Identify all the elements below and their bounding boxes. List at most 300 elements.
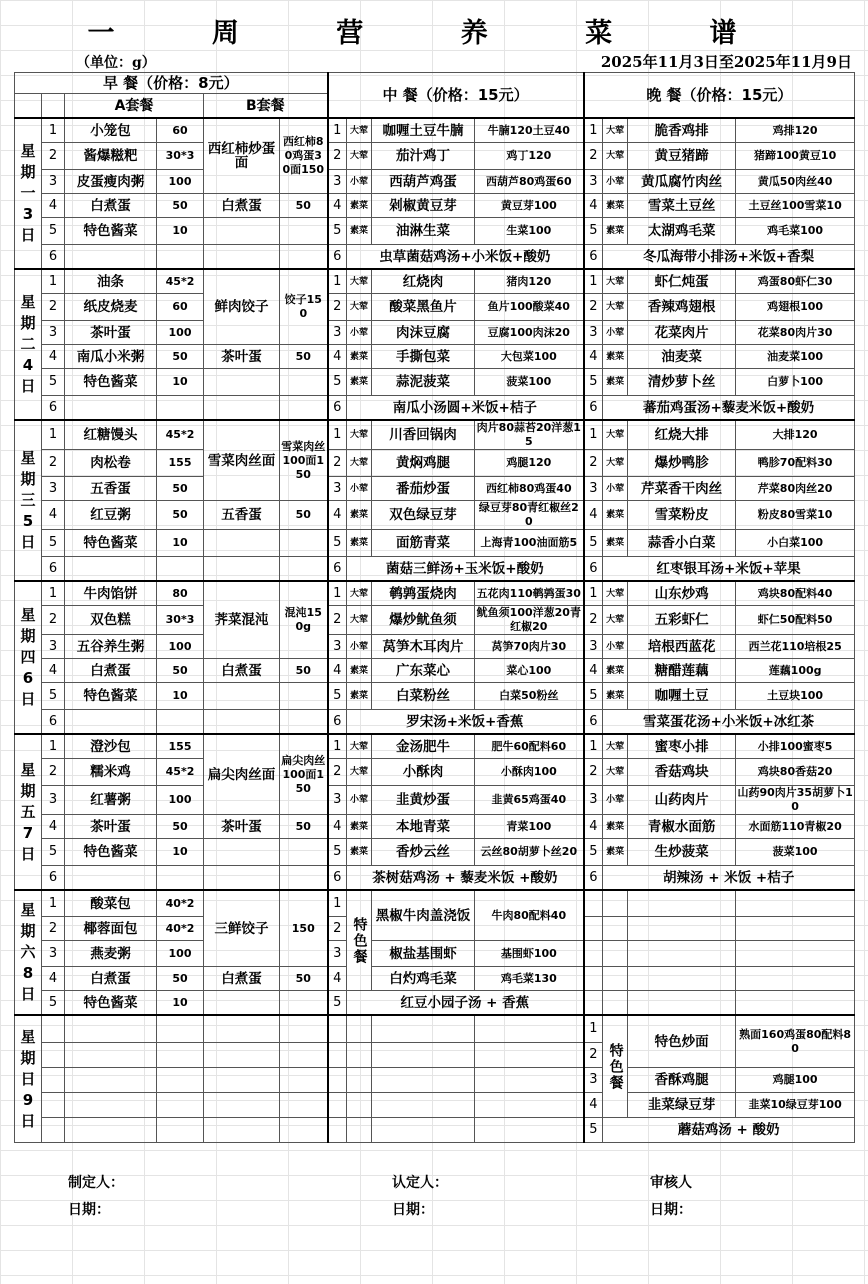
- dinner-qty: 韭菜10绿豆芽100: [736, 1093, 855, 1118]
- dinner-qty: 菠菜100: [736, 839, 855, 866]
- breakfast-a-dish: 五谷养生粥: [65, 635, 157, 659]
- breakfast-b-egg: 茶叶蛋: [204, 815, 280, 839]
- lunch-category-tag: 小荤: [347, 477, 372, 501]
- breakfast-a-index: 2: [42, 917, 65, 941]
- dinner-index: 1: [584, 269, 603, 294]
- dinner-blank: [628, 890, 736, 917]
- dinner-category-tag: 素菜: [603, 194, 628, 218]
- dinner-category-tag: 小荤: [603, 477, 628, 501]
- table-row: [15, 1068, 855, 1093]
- breakfast-b-blank: [204, 839, 280, 866]
- lunch-blank: [372, 1068, 475, 1093]
- lunch-qty: 肥牛60配料60: [475, 734, 584, 759]
- dinner-category-tag: 小荤: [603, 635, 628, 659]
- dinner-category-tag: 素菜: [603, 683, 628, 710]
- lunch-qty: 鱿鱼须100洋葱20青红椒20: [475, 606, 584, 635]
- day-label: 星期五7日: [15, 734, 42, 890]
- dinner-blank: [736, 890, 855, 917]
- dinner-qty: 土豆块100: [736, 683, 855, 710]
- breakfast-b-egg-qty: 50: [280, 194, 328, 218]
- dinner-category-tag: 大荤: [603, 734, 628, 759]
- dinner-index: 2: [584, 759, 603, 786]
- table-row: [15, 450, 855, 477]
- breakfast-blank: [204, 1068, 280, 1093]
- lunch-qty: 鱼片100酸菜40: [475, 294, 584, 321]
- dinner-index: 6: [584, 710, 603, 735]
- lunch-qty: 猪肉120: [475, 269, 584, 294]
- dinner-blank: [603, 991, 628, 1016]
- breakfast-a-index: 6: [42, 710, 65, 735]
- dinner-dish: 培根西蓝花: [628, 635, 736, 659]
- dinner-index: 3: [584, 786, 603, 815]
- breakfast-b-main: 雪菜肉丝面: [204, 420, 280, 501]
- lunch-dish: 手撕包菜: [372, 345, 475, 369]
- table-row: [15, 659, 855, 683]
- lunch-blank: [372, 1118, 475, 1143]
- dinner-category-tag: 素菜: [603, 501, 628, 530]
- unit-label: （单位：g）: [76, 55, 156, 71]
- lunch-dish: 爆炒鱿鱼须: [372, 606, 475, 635]
- lunch-category-tag: 素菜: [347, 345, 372, 369]
- lunch-dish: 双色绿豆芽: [372, 501, 475, 530]
- breakfast-a-qty: 50: [157, 477, 204, 501]
- breakfast-a-dish: 燕麦粥: [65, 941, 157, 967]
- table-row: [15, 345, 855, 369]
- dinner-special-label: 特色餐: [603, 1015, 628, 1118]
- breakfast-a-index: 4: [42, 659, 65, 683]
- lunch-category-tag: 大荤: [347, 581, 372, 606]
- breakfast-b-blank: [204, 557, 280, 582]
- table-row: [15, 710, 855, 735]
- breakfast-b-blank: [204, 530, 280, 557]
- breakfast-a-qty: 40*2: [157, 917, 204, 941]
- breakfast-a-index: 6: [42, 245, 65, 270]
- breakfast-a-dish: 红糖馒头: [65, 420, 157, 450]
- dinner-dish: 五彩虾仁: [628, 606, 736, 635]
- breakfast-a-index: 2: [42, 606, 65, 635]
- lunch-soup-combo: 茶树菇鸡汤 + 藜麦米饭 +酸奶: [347, 866, 584, 891]
- dinner-dish: 香菇鸡块: [628, 759, 736, 786]
- lunch-index: 6: [328, 710, 347, 735]
- lunch-category-tag: 素菜: [347, 683, 372, 710]
- table-row: [15, 890, 855, 917]
- lunch-blank: [372, 1093, 475, 1118]
- dinner-dish: 虾仁炖蛋: [628, 269, 736, 294]
- lunch-qty: 上海青100油面筋5: [475, 530, 584, 557]
- lunch-dish: 白菜粉丝: [372, 683, 475, 710]
- lunch-soup-combo: 虫草菌菇鸡汤+小米饭+酸奶: [347, 245, 584, 270]
- breakfast-b-blank: [204, 218, 280, 245]
- lunch-index: 2: [328, 606, 347, 635]
- breakfast-a-dish: 肉松卷: [65, 450, 157, 477]
- dinner-dish: 清炒萝卜丝: [628, 369, 736, 396]
- breakfast-a-index: 1: [42, 269, 65, 294]
- table-row: [15, 1093, 855, 1118]
- breakfast-b-blank: [280, 866, 328, 891]
- dinner-category-tag: 素菜: [603, 530, 628, 557]
- lunch-qty: 基围虾100: [475, 941, 584, 967]
- breakfast-a-qty: 50: [157, 967, 204, 991]
- breakfast-a-qty: 155: [157, 734, 204, 759]
- dinner-category-tag: 大荤: [603, 606, 628, 635]
- lunch-category-tag: 素菜: [347, 530, 372, 557]
- breakfast-blank: [65, 1093, 157, 1118]
- breakfast-b-main: 荠菜混沌: [204, 581, 280, 659]
- dinner-category-tag: 大荤: [603, 269, 628, 294]
- dinner-index: 5: [584, 530, 603, 557]
- dinner-dish: 油麦菜: [628, 345, 736, 369]
- lunch-qty: 韭黄65鸡蛋40: [475, 786, 584, 815]
- lunch-qty: 青菜100: [475, 815, 584, 839]
- breakfast-a-dish: 特色酱菜: [65, 369, 157, 396]
- lunch-qty: 牛肉80配料40: [475, 890, 584, 941]
- breakfast-b-egg: 白煮蛋: [204, 659, 280, 683]
- dinner-blank: [603, 890, 628, 917]
- breakfast-a-dish: 澄沙包: [65, 734, 157, 759]
- breakfast-b-blank: [280, 839, 328, 866]
- breakfast-a-index: 3: [42, 170, 65, 194]
- dinner-blank: [603, 967, 628, 991]
- dinner-blank: [584, 967, 603, 991]
- dinner-index: 4: [584, 194, 603, 218]
- dinner-index: 3: [584, 635, 603, 659]
- breakfast-b-qty: 扁尖肉丝100面150: [280, 734, 328, 815]
- breakfast-a-index: 4: [42, 194, 65, 218]
- lunch-dish: 金汤肥牛: [372, 734, 475, 759]
- lunch-index: 4: [328, 815, 347, 839]
- breakfast-a-index: 3: [42, 941, 65, 967]
- breakfast-b-main: 鲜肉饺子: [204, 269, 280, 345]
- table-row: [15, 839, 855, 866]
- dinner-index: 5: [584, 839, 603, 866]
- lunch-category-tag: 素菜: [347, 659, 372, 683]
- breakfast-blank: [157, 1118, 204, 1143]
- lunch-blank: [475, 1118, 584, 1143]
- dinner-index: 4: [584, 815, 603, 839]
- dinner-dish: 青椒水面筋: [628, 815, 736, 839]
- dinner-index: 4: [584, 1093, 603, 1118]
- breakfast-a-qty: 100: [157, 941, 204, 967]
- maker-label: 制定人：: [68, 1175, 124, 1191]
- dinner-soup-combo: 胡辣汤 + 米饭 +桔子: [603, 866, 855, 891]
- breakfast-a-qty: 10: [157, 530, 204, 557]
- dinner-index: 5: [584, 218, 603, 245]
- breakfast-a-qty: 10: [157, 683, 204, 710]
- lunch-index: 6: [328, 557, 347, 582]
- lunch-blank: [347, 1118, 372, 1143]
- lunch-soup-combo: 南瓜小汤圆+米饭+桔子: [347, 396, 584, 421]
- lunch-blank: [475, 1068, 584, 1093]
- lunch-blank: [328, 1093, 347, 1118]
- dinner-qty: 山药90肉片35胡萝卜10: [737, 786, 853, 813]
- breakfast-blank: [42, 1068, 65, 1093]
- dinner-qty: 鸭胗70配料30: [736, 450, 855, 477]
- dinner-qty: 鸡排120: [736, 118, 855, 143]
- table-row: [15, 786, 855, 815]
- breakfast-a-index: 1: [42, 420, 65, 450]
- breakfast-a-index: 2: [42, 450, 65, 477]
- dinner-dish: 红烧大排: [628, 420, 736, 450]
- dinner-qty: 熟面160鸡蛋80配料80: [736, 1015, 855, 1068]
- lunch-category-tag: 小荤: [347, 321, 372, 345]
- lunch-index: 6: [328, 396, 347, 421]
- breakfast-blank: [204, 1118, 280, 1143]
- breakfast-a-dish: 特色酱菜: [65, 991, 157, 1016]
- breakfast-b-qty: 雪菜肉丝100面150: [280, 420, 328, 501]
- dinner-qty: 芹菜80肉丝20: [736, 477, 855, 501]
- table-row: [15, 118, 855, 143]
- breakfast-a-dish: 油条: [65, 269, 157, 294]
- lunch-index: 3: [328, 170, 347, 194]
- breakfast-b-egg: 白煮蛋: [204, 967, 280, 991]
- dinner-index: 6: [584, 245, 603, 270]
- lunch-index: 5: [328, 369, 347, 396]
- lunch-index: 5: [328, 530, 347, 557]
- lunch-index: 4: [328, 194, 347, 218]
- lunch-dish: 蒜泥菠菜: [372, 369, 475, 396]
- lunch-qty: 鸡腿120: [475, 450, 584, 477]
- breakfast-a-dish: [65, 557, 157, 582]
- lunch-qty: 黄豆芽100: [475, 194, 584, 218]
- table-row: [15, 606, 855, 635]
- dinner-index: 5: [584, 683, 603, 710]
- table-row: [15, 866, 855, 891]
- breakfast-b-main: 西红柿炒蛋面: [204, 118, 280, 194]
- dinner-qty: 鸡块80香菇20: [736, 759, 855, 786]
- dinner-soup-combo: 红枣银耳汤+米饭+苹果: [603, 557, 855, 582]
- breakfast-blank: [65, 1068, 157, 1093]
- breakfast-a-index: 2: [42, 759, 65, 786]
- breakfast-a-index: 1: [42, 118, 65, 143]
- breakfast-b-blank: [280, 218, 328, 245]
- breakfast-b-blank: [204, 683, 280, 710]
- breakfast-blank: [280, 1093, 328, 1118]
- breakfast-b-qty: 饺子150: [280, 269, 328, 345]
- lunch-index: 6: [328, 245, 347, 270]
- dinner-blank: [628, 991, 736, 1016]
- dinner-dish: 太湖鸡毛菜: [628, 218, 736, 245]
- dinner-qty: 猪蹄100黄豆10: [736, 143, 855, 170]
- lunch-index: 1: [328, 890, 347, 917]
- breakfast-a-index: 5: [42, 683, 65, 710]
- lunch-category-tag: 小荤: [347, 170, 372, 194]
- lunch-dish: 广东菜心: [372, 659, 475, 683]
- dinner-index: 1: [584, 118, 603, 143]
- breakfast-a-qty: [157, 710, 204, 735]
- dinner-dish: 花菜肉片: [628, 321, 736, 345]
- breakfast-blank: [280, 1068, 328, 1093]
- lunch-category-tag: 大荤: [347, 294, 372, 321]
- breakfast-a-index: 5: [42, 839, 65, 866]
- dinner-dish: 芹菜香干肉丝: [628, 477, 736, 501]
- lunch-category-tag: 大荤: [347, 420, 372, 450]
- lunch-category-tag: 素菜: [347, 218, 372, 245]
- dinner-index: 5: [584, 1118, 603, 1143]
- dinner-qty: 鸡翅根100: [736, 294, 855, 321]
- breakfast-a-index: 3: [42, 477, 65, 501]
- header-blank-cell: [15, 94, 42, 119]
- lunch-category-tag: 大荤: [347, 269, 372, 294]
- dinner-category-tag: 素菜: [603, 659, 628, 683]
- lunch-index: 4: [328, 967, 347, 991]
- lunch-dish: 酸菜黑鱼片: [372, 294, 475, 321]
- table-row: [15, 321, 855, 345]
- breakfast-blank: [42, 1043, 65, 1068]
- reviewer-label: 审核人: [650, 1175, 692, 1191]
- breakfast-b-blank: [204, 991, 280, 1016]
- breakfast-a-qty: 50: [157, 345, 204, 369]
- lunch-index: 2: [328, 450, 347, 477]
- breakfast-a-qty: 10: [157, 369, 204, 396]
- dinner-index: 3: [584, 1068, 603, 1093]
- breakfast-b-blank: [204, 866, 280, 891]
- dinner-qty: 小白菜100: [736, 530, 855, 557]
- page-title: 一 周 营 养 菜 谱: [87, 18, 781, 49]
- breakfast-b-blank: [204, 245, 280, 270]
- table-row: [15, 941, 855, 967]
- lunch-dish: 白灼鸡毛菜: [372, 967, 475, 991]
- table-row: [15, 245, 855, 270]
- dinner-qty: 粉皮80雪菜10: [736, 501, 855, 530]
- breakfast-a-index: 2: [42, 143, 65, 170]
- lunch-index: 4: [328, 659, 347, 683]
- breakfast-a-index: 6: [42, 557, 65, 582]
- table-row: [15, 294, 855, 321]
- breakfast-a-index: 3: [42, 786, 65, 815]
- lunch-blank: [475, 1093, 584, 1118]
- table-row: [15, 759, 855, 786]
- breakfast-blank: [204, 1093, 280, 1118]
- breakfast-a-index: 3: [42, 321, 65, 345]
- day-label: 星期三5日: [15, 420, 42, 581]
- breakfast-blank: [157, 1043, 204, 1068]
- lunch-dish: 肉沫豆腐: [372, 321, 475, 345]
- lunch-dish: 椒盐基围虾: [372, 941, 475, 967]
- lunch-blank: [328, 1015, 347, 1043]
- dinner-category-tag: 素菜: [603, 218, 628, 245]
- table-row: [15, 581, 855, 606]
- lunch-qty: 西葫芦80鸡蛋60: [475, 170, 584, 194]
- breakfast-a-index: 5: [42, 530, 65, 557]
- dinner-dish: 香辣鸡翅根: [628, 294, 736, 321]
- lunch-index: 3: [328, 321, 347, 345]
- lunch-index: 4: [328, 501, 347, 530]
- signature-area: [0, 1172, 868, 1232]
- dinner-soup-combo: 蕃茄鸡蛋汤+藜麦米饭+酸奶: [603, 396, 855, 421]
- breakfast-b-blank: [204, 710, 280, 735]
- breakfast-a-dish: 南瓜小米粥: [65, 345, 157, 369]
- breakfast-blank: [65, 1015, 157, 1043]
- dinner-category-tag: 素菜: [603, 815, 628, 839]
- table-row: [15, 815, 855, 839]
- lunch-blank: [328, 1118, 347, 1143]
- dinner-dish: 香酥鸡腿: [628, 1068, 736, 1093]
- breakfast-a-index: 6: [42, 396, 65, 421]
- dinner-qty: 水面筋110青椒20: [736, 815, 855, 839]
- lunch-dish: 油淋生菜: [372, 218, 475, 245]
- breakfast-blank: [42, 1118, 65, 1143]
- breakfast-header: 早 餐（价格：8元）: [15, 73, 328, 94]
- breakfast-a-index: 1: [42, 734, 65, 759]
- lunch-qty: 西红柿80鸡蛋40: [475, 477, 584, 501]
- breakfast-b-main: 三鲜饺子: [204, 890, 280, 967]
- lunch-dish: 西葫芦鸡蛋: [372, 170, 475, 194]
- dinner-index: 1: [584, 581, 603, 606]
- breakfast-a-dish: [65, 866, 157, 891]
- breakfast-a-qty: 50: [157, 501, 204, 530]
- dinner-index: 6: [584, 396, 603, 421]
- lunch-index: 6: [328, 866, 347, 891]
- dinner-soup-combo: 雪菜蛋花汤+小米饭+冰红茶: [603, 710, 855, 735]
- date-label: 日期：: [68, 1202, 110, 1218]
- breakfast-a-dish: 特色酱菜: [65, 683, 157, 710]
- breakfast-a-qty: 50: [157, 815, 204, 839]
- breakfast-a-index: 4: [42, 345, 65, 369]
- lunch-dish: 本地青菜: [372, 815, 475, 839]
- dinner-category-tag: 大荤: [603, 118, 628, 143]
- dinner-blank: [628, 967, 736, 991]
- breakfast-a-qty: 80: [157, 581, 204, 606]
- dinner-blank: [736, 917, 855, 941]
- table-row: [15, 635, 855, 659]
- set-b-header: B套餐: [204, 94, 328, 119]
- breakfast-a-dish: 红薯粥: [65, 786, 157, 815]
- dinner-blank: [603, 941, 628, 967]
- breakfast-a-qty: 45*2: [157, 759, 204, 786]
- lunch-category-tag: 小荤: [347, 786, 372, 815]
- dinner-index: 2: [584, 1043, 603, 1068]
- breakfast-a-index: 4: [42, 815, 65, 839]
- lunch-dish: 剁椒黄豆芽: [372, 194, 475, 218]
- dinner-dish: 山药肉片: [628, 786, 736, 815]
- breakfast-b-blank: [204, 369, 280, 396]
- day-label: 星期六8日: [15, 890, 42, 1015]
- lunch-index: 3: [328, 786, 347, 815]
- dinner-blank: [584, 917, 603, 941]
- dinner-qty: 虾仁50配料50: [736, 606, 855, 635]
- lunch-index: 2: [328, 759, 347, 786]
- breakfast-a-index: 3: [42, 635, 65, 659]
- breakfast-a-dish: [65, 396, 157, 421]
- day-label: 星期四6日: [15, 581, 42, 734]
- lunch-qty: 莴笋70肉片30: [475, 635, 584, 659]
- breakfast-a-dish: 白煮蛋: [65, 659, 157, 683]
- breakfast-a-index: 5: [42, 991, 65, 1016]
- lunch-blank: [328, 1068, 347, 1093]
- lunch-qty: 云丝80胡萝卜丝20: [475, 839, 584, 866]
- lunch-index: 3: [328, 941, 347, 967]
- breakfast-a-qty: 60: [157, 294, 204, 321]
- dinner-dish: 咖喱土豆: [628, 683, 736, 710]
- breakfast-a-index: 4: [42, 967, 65, 991]
- breakfast-a-qty: 45*2: [157, 269, 204, 294]
- dinner-index: 5: [584, 369, 603, 396]
- breakfast-a-qty: [157, 866, 204, 891]
- dinner-qty: 鸡毛菜100: [736, 218, 855, 245]
- lunch-category-tag: 素菜: [347, 839, 372, 866]
- breakfast-b-egg-qty: 50: [280, 659, 328, 683]
- lunch-blank: [328, 1043, 347, 1068]
- lunch-index: 5: [328, 991, 347, 1016]
- lunch-category-tag: 小荤: [347, 635, 372, 659]
- breakfast-a-dish: 椰蓉面包: [65, 917, 157, 941]
- dinner-index: 1: [584, 1015, 603, 1043]
- breakfast-a-dish: 白煮蛋: [65, 967, 157, 991]
- dinner-index: 2: [584, 606, 603, 635]
- lunch-soup-combo: 罗宋汤+米饭+香蕉: [347, 710, 584, 735]
- breakfast-a-dish: [65, 710, 157, 735]
- breakfast-b-blank: [280, 683, 328, 710]
